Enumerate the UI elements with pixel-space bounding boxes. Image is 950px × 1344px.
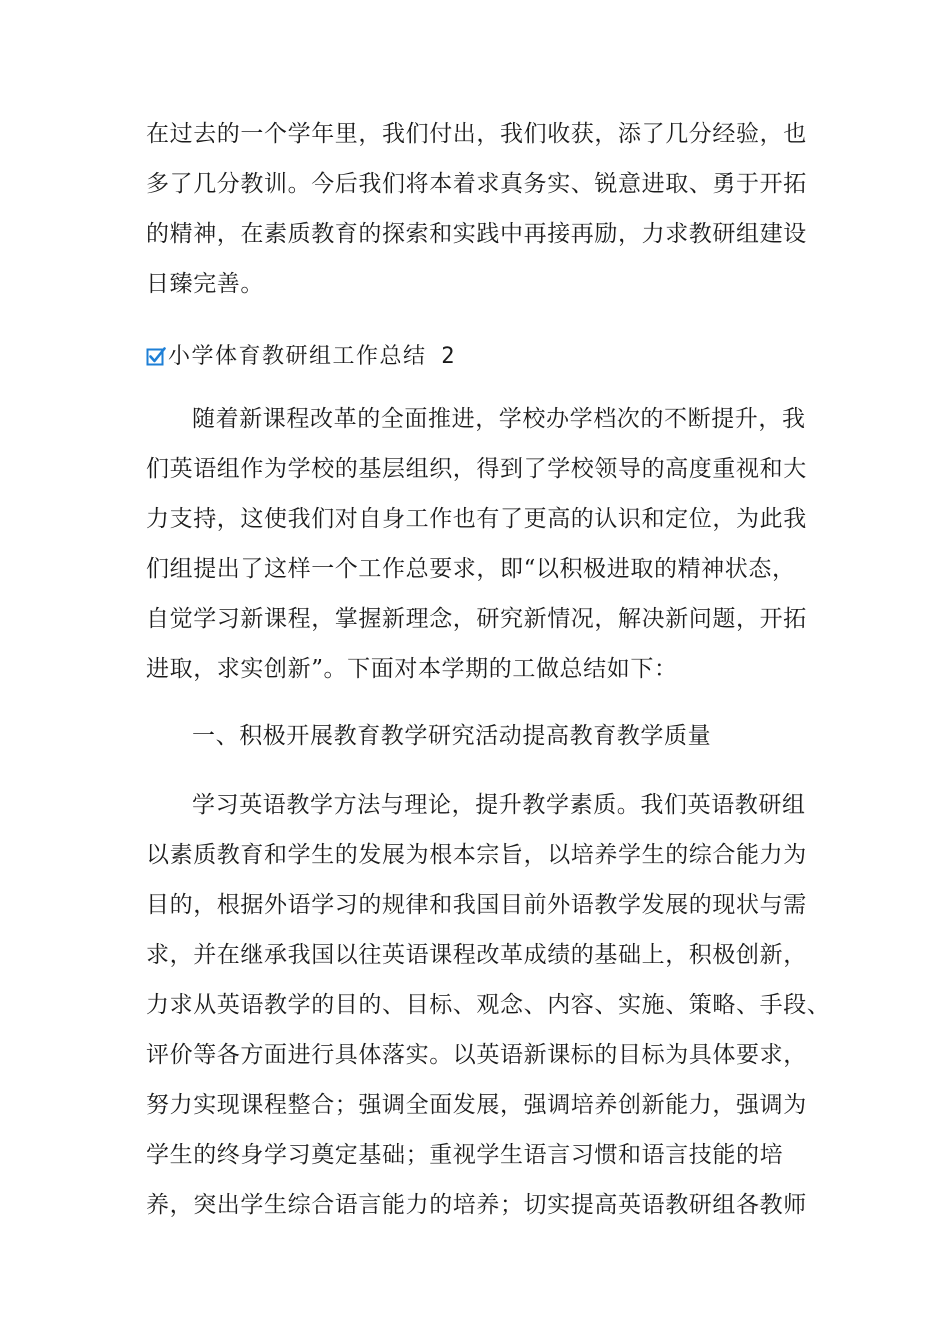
section-heading	[146, 338, 456, 370]
paragraph2-line-1: 学习英语教学方法与理论，提升教学素质。我们英语教研组	[192, 792, 806, 818]
paragraph2-line-3: 目的，根据外语学习的规律和我国目前外语教学发展的现状与需	[146, 892, 807, 918]
paragraph2-line-4: 求，并在继承我国以往英语课程改革成绩的基础上，积极创新，	[146, 942, 807, 968]
intro-line-1: 在过去的一个学年里，我们付出，我们收获，添了几分经验，也	[146, 121, 807, 147]
paragraph1-line-5: 自觉学习新课程，掌握新理念，研究新情况，解决新问题，开拓	[146, 606, 807, 632]
paragraph1-line-3: 力支持，这使我们对自身工作也有了更高的认识和定位，为此我	[146, 506, 807, 532]
subheading: 一、积极开展教育教学研究活动提高教育教学质量	[192, 723, 712, 749]
paragraph2-line-2: 以素质教育和学生的发展为根本宗旨，以培养学生的综合能力为	[146, 842, 807, 868]
paragraph1-line-1: 随着新课程改革的全面推进，学校办学档次的不断提升，我	[192, 406, 806, 432]
intro-line-2: 多了几分教训。今后我们将本着求真务实、锐意进取、勇于开拓	[146, 171, 807, 197]
intro-line-3: 的精神，在素质教育的探索和实践中再接再励，力求教研组建设	[146, 221, 807, 247]
paragraph1-line-4: 们组提出了这样一个工作总要求，即“以积极进取的精神状态，	[146, 556, 796, 582]
paragraph1-line-2: 们英语组作为学校的基层组织，得到了学校领导的高度重视和大	[146, 456, 807, 482]
section-title: 小学体育教研组工作总结 2	[168, 343, 456, 369]
paragraph2-line-9: 养，突出学生综合语言能力的培养；切实提高英语教研组各教师	[146, 1192, 807, 1218]
paragraph1-line-6: 进取，求实创新”。下面对本学期的工做总结如下：	[146, 656, 678, 682]
paragraph2-line-5: 力求从英语教学的目的、目标、观念、内容、实施、策略、手段、	[146, 992, 831, 1018]
intro-line-4: 日臻完善。	[146, 271, 264, 297]
checked-checkbox-icon	[146, 347, 166, 367]
paragraph2-line-6: 评价等各方面进行具体落实。以英语新课标的目标为具体要求，	[146, 1042, 807, 1068]
paragraph2-line-8: 学生的终身学习奠定基础；重视学生语言习惯和语言技能的培	[146, 1142, 784, 1168]
paragraph2-line-7: 努力实现课程整合；强调全面发展，强调培养创新能力，强调为	[146, 1092, 807, 1118]
